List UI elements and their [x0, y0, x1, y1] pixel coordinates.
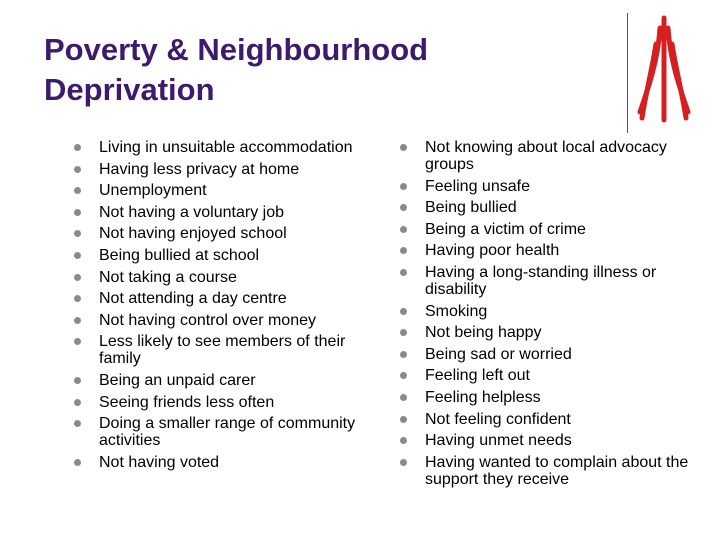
- list-item: [74, 182, 374, 199]
- bullet-dot-icon: [74, 274, 81, 281]
- bullet-dot-icon: [400, 308, 407, 315]
- list-item-text: Having unmet needs: [425, 432, 572, 450]
- bullet-dot-icon: [74, 187, 81, 194]
- list-item-text: Not taking a course: [99, 268, 237, 286]
- list-item: [400, 139, 690, 173]
- bullet-dot-icon: [400, 351, 407, 358]
- list-item-text: Not feeling confident: [425, 410, 571, 428]
- bullet-dot-icon: [400, 329, 407, 336]
- list-item: [400, 411, 690, 428]
- bullet-dot-icon: [400, 226, 407, 233]
- list-item: [400, 264, 690, 298]
- bullet-dot-icon: [400, 437, 407, 444]
- left-bullet-list: [74, 139, 374, 475]
- bullet-dot-icon: [74, 420, 81, 427]
- list-item: [74, 454, 374, 471]
- list-item: [74, 394, 374, 411]
- list-item: [74, 225, 374, 242]
- list-item-text: Having a long-standing illness or disability: [425, 263, 657, 298]
- list-item-text: Not having enjoyed school: [99, 225, 287, 243]
- list-item-text: Having wanted to complain about the support they receive: [425, 453, 689, 488]
- list-item-text: Not attending a day centre: [99, 290, 287, 308]
- bullet-dot-icon: [400, 459, 407, 466]
- list-item: [74, 204, 374, 221]
- list-item-text: Being a victim of crime: [425, 220, 586, 238]
- list-item-text: Having less privacy at home: [99, 160, 300, 178]
- list-item-text: Feeling left out: [425, 367, 530, 385]
- bullet-dot-icon: [400, 372, 407, 379]
- list-item: [74, 161, 374, 178]
- red-tripartite-emblem-icon: [636, 14, 692, 124]
- bullet-dot-icon: [400, 204, 407, 211]
- list-item: [400, 346, 690, 363]
- bullet-dot-icon: [400, 183, 407, 190]
- list-item: [74, 312, 374, 329]
- list-item: [74, 290, 374, 307]
- list-item-text: Unemployment: [99, 182, 207, 200]
- list-item: [400, 303, 690, 320]
- list-item-text: Not being happy: [425, 324, 542, 342]
- list-item: [400, 454, 690, 488]
- list-item: [74, 139, 374, 156]
- bullet-dot-icon: [74, 377, 81, 384]
- bullet-dot-icon: [74, 230, 81, 237]
- bullet-dot-icon: [74, 317, 81, 324]
- list-item-text: Doing a smaller range of community activities: [99, 415, 356, 450]
- list-item-text: Seeing friends less often: [99, 393, 275, 411]
- list-item: [400, 242, 690, 259]
- list-item: [74, 247, 374, 264]
- bullet-dot-icon: [74, 338, 81, 345]
- list-item-text: Having poor health: [425, 242, 560, 260]
- bullet-dot-icon: [74, 252, 81, 259]
- slide-title: Poverty & Neighbourhood Deprivation: [44, 32, 429, 107]
- bullet-dot-icon: [400, 144, 407, 151]
- list-item-text: Being bullied: [425, 199, 517, 217]
- bullet-dot-icon: [400, 269, 407, 276]
- bullet-dot-icon: [400, 416, 407, 423]
- bullet-dot-icon: [74, 399, 81, 406]
- list-item-text: Feeling unsafe: [425, 177, 530, 195]
- list-item: [400, 367, 690, 384]
- list-item: [74, 372, 374, 389]
- bullet-dot-icon: [74, 166, 81, 173]
- list-item: [400, 432, 690, 449]
- list-item-text: Not having voted: [99, 453, 220, 471]
- list-item-text: Smoking: [425, 302, 488, 320]
- list-item-text: Being bullied at school: [99, 246, 260, 264]
- list-item: [74, 269, 374, 286]
- list-item: [74, 333, 374, 367]
- list-item: [400, 221, 690, 238]
- list-item-text: Not having a voluntary job: [99, 203, 284, 221]
- bullet-dot-icon: [74, 209, 81, 216]
- list-item: [400, 324, 690, 341]
- title-divider: [627, 13, 628, 133]
- list-item: [400, 199, 690, 216]
- list-item-text: Being sad or worried: [425, 345, 572, 363]
- list-item-text: Living in unsuitable accommodation: [99, 139, 353, 156]
- bullet-dot-icon: [74, 459, 81, 466]
- list-item-text: Not knowing about local advocacy groups: [425, 139, 667, 173]
- bullet-dot-icon: [74, 295, 81, 302]
- list-item: [74, 415, 374, 449]
- list-item-text: Being an unpaid carer: [99, 371, 256, 389]
- list-item-text: Less likely to see members of their family: [99, 333, 346, 368]
- list-item-text: Feeling helpless: [425, 388, 541, 406]
- bullet-dot-icon: [74, 144, 81, 151]
- list-item: [400, 178, 690, 195]
- right-bullet-list: [400, 139, 690, 492]
- bullet-dot-icon: [400, 394, 407, 401]
- bullet-dot-icon: [400, 247, 407, 254]
- list-item-text: Not having control over money: [99, 311, 316, 329]
- list-item: [400, 389, 690, 406]
